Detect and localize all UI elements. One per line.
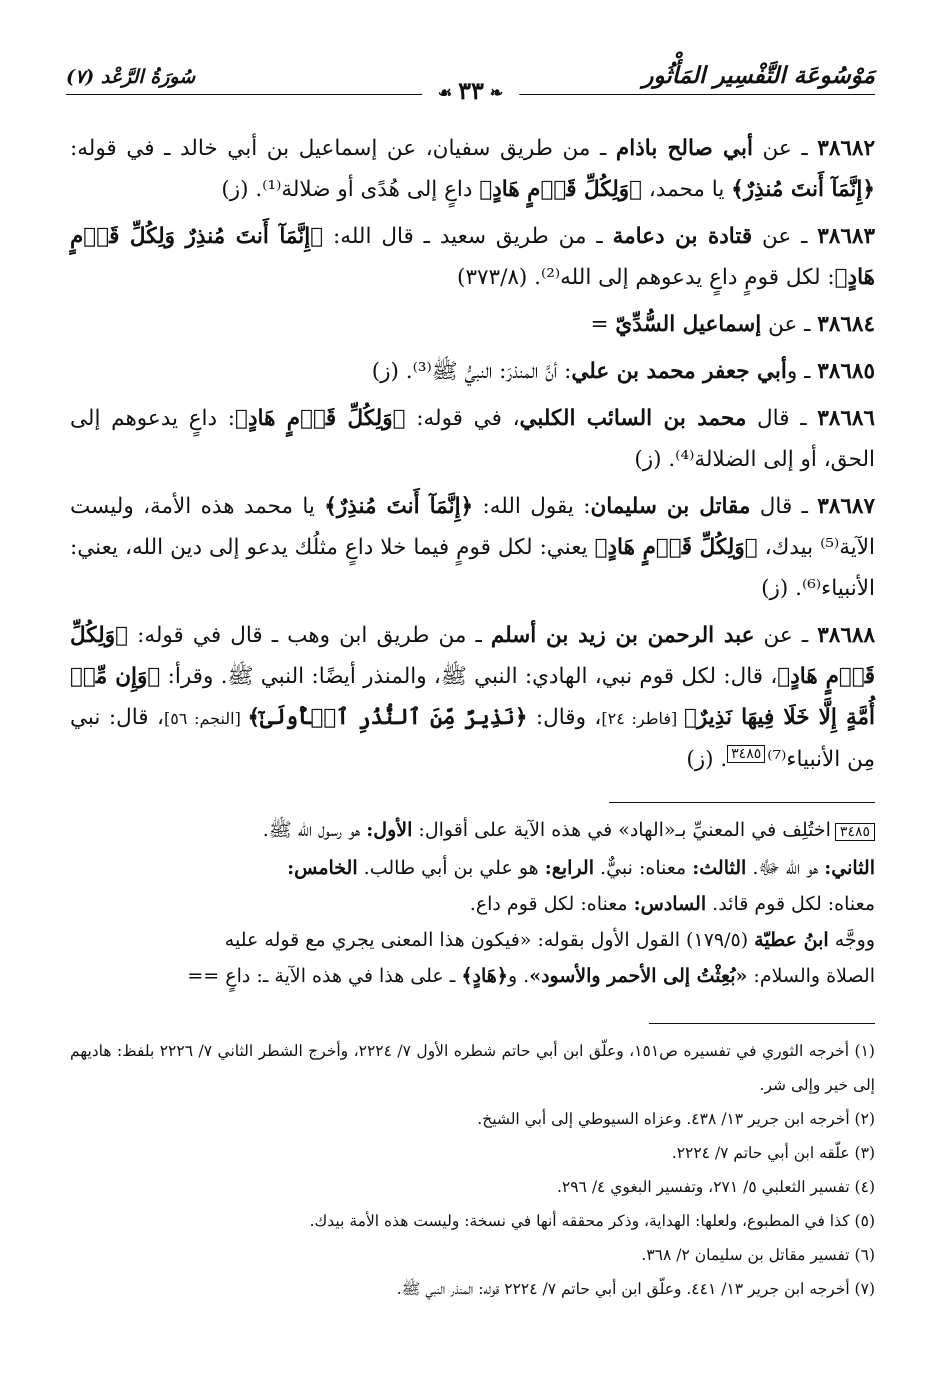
text: . و [507, 965, 530, 987]
commentary-line [70, 922, 875, 958]
hadith-quote: «بُعِثْتُ إلى الأحمر والأسود» [529, 965, 748, 987]
text: معناه: نبيٌّ. [593, 857, 693, 879]
page-number-block [422, 76, 520, 105]
text: هو رسول الله ﷺ. [262, 819, 367, 841]
commentary-note [70, 812, 875, 994]
surah-reference: [النجم: ٥٦] [163, 709, 248, 728]
ayah: ﴿وَإِن مِّنۡ أُمَّةٍ إِلَّا خَلَا فِيهَا نَذِيرٌ﴾ [70, 664, 875, 730]
entry-number: ٣٨٦٨٤ [817, 312, 875, 337]
opinion-label: السادس: [633, 893, 707, 915]
text: : أنَّ المنذرَ: النبيُّ ﷺ [431, 359, 572, 384]
text: ـ من طريق ابن وهب ـ قال في قوله: [128, 623, 491, 648]
text: . (ز) [221, 177, 263, 202]
entry-number: ٣٨٦٨٧ [817, 494, 875, 519]
ayah: ﴿وَلِكُلِّ قَوۡمٍ هَادٍ﴾ [479, 177, 643, 202]
text: يا محمد، [642, 177, 732, 202]
surah-name: سُورَةُ الرَّعْد (٧) [66, 66, 205, 88]
text: ـ و [786, 359, 818, 384]
opinion-label: الأول: [366, 819, 413, 841]
entry [70, 486, 875, 609]
text: . (ز) [761, 576, 802, 601]
text: ـ من طريق سعيد ـ قال الله: [323, 224, 613, 249]
book-title: مَوْسُوعَة التَّفْسِير المَأْثُور [632, 62, 875, 89]
text: ، في قوله: [405, 406, 520, 431]
entry [70, 128, 875, 210]
text: : داعٍ يدعوهم إلى الحق، أو إلى الضلالة [70, 406, 875, 472]
narrator-name: قتادة بن دعامة [612, 224, 753, 249]
ayah: ﴿إِنَّمَآ أَنتَ مُنذِرٌ﴾ [324, 494, 474, 519]
commentary-separator [609, 802, 875, 803]
text: ـ على هذا في هذه الآية ـ: داعٍ == [187, 965, 462, 987]
text: هو علي بن أبي طالب. [357, 857, 545, 879]
narrator-name: محمد بن السائب الكلبي [519, 406, 747, 431]
text: يعني: لكل قومٍ فيما خلا داعٍ مثلُك يدعو إلى دين الله، يعني: الأنبياء [70, 535, 875, 601]
text: . (٣٧٣/٨) [457, 265, 541, 290]
scholar-name: ابنُ عطيّة [754, 929, 829, 951]
opinion-label: الثاني: [824, 857, 875, 879]
ayah: ﴿وَلِكُلِّ قَوۡمٍ هَادٍ﴾ [235, 406, 406, 431]
footnote: (٧) أخرجه ابن جرير ١٣/ ٤٤١. وعلّق ابن أبي حاتم ٧/ ٢٢٢٤ قوله: المنذر النبي ﷺ. [396, 1280, 875, 1298]
text: . (ز) [686, 747, 728, 772]
text: داعٍ إلى هُدًى أو ضلالة [281, 177, 480, 202]
narrator-name: أبي صالح باذام [615, 136, 753, 161]
footnote: (٣) علّقه ابن أبي حاتم ٧/ ٢٢٢٤. [671, 1144, 875, 1162]
commentary-number-box: ٣٤٨٥ [835, 823, 875, 841]
text: يا محمد هذه الأمة، وليست الآية [70, 494, 875, 560]
text: الصلاة والسلام: [747, 965, 875, 987]
text: معناه: لكل قوم داع. [469, 893, 634, 915]
surah-reference: [فاطر: ٢٤] [601, 709, 684, 728]
ayah: ﴿إِنَّمَآ أَنتَ مُنذِرٌ﴾ [731, 177, 875, 202]
footnote: (١) أخرجه الثوري في تفسيره ص١٥١، وعلّق ابن أبي حاتم شطره الأول ٧/ ٢٢٢٤، وأخرج الشطر الثاني ٧/ ٢٢٢٦ بلفظ: هاديهم إلى خير وإلى شر. [70, 1042, 875, 1094]
ornament-icon: ☙ [437, 83, 453, 102]
commentary-line [70, 958, 875, 994]
text: ـ عن [754, 623, 818, 648]
footnote: (٤) تفسير الثعلبي ٥/ ٢٧١، وتفسير البغوي ٤/ ٢٩٦. [556, 1178, 875, 1196]
commentary-line [70, 850, 875, 886]
narrator-name: مقاتل بن سليمان [590, 494, 751, 519]
footnotes [70, 1034, 875, 1306]
footnote-ref[interactable]: ⁽¹⁾ [262, 177, 282, 202]
commentary-line [70, 886, 875, 922]
entry [70, 351, 875, 392]
entry [70, 216, 875, 298]
footnote: (٦) تفسير مقاتل بن سليمان ٢/ ٣٦٨. [641, 1246, 875, 1264]
entry-number: ٣٨٦٨٢ [817, 136, 876, 161]
text: ـ عن [752, 136, 818, 161]
text: . (ز) [371, 359, 413, 384]
text: ، قال: نبي مِن الأنبياء [70, 705, 875, 772]
text: معناه: لكل قوم قائد. [706, 893, 875, 915]
page-number: ٣٣ [458, 76, 484, 105]
footnotes-separator [649, 1023, 875, 1024]
commentary-line [70, 812, 875, 850]
opinion-label: الخامس: [287, 857, 358, 879]
text: اختُلِف في المعنيِّ بـ«الهاد» في هذه الآية على أقوال: [412, 819, 831, 841]
entry-number: ٣٨٦٨٣ [817, 224, 875, 249]
text: ووجَّه [828, 929, 875, 951]
text: هو الله ﷻ. [746, 857, 825, 879]
commentary-ref-box[interactable]: ٣٤٨٥ [727, 745, 765, 763]
entry [70, 304, 875, 345]
entry [70, 398, 875, 480]
text: بيدك، [757, 535, 821, 560]
text: ـ قال [746, 406, 818, 431]
opinion-label: الثالث: [692, 857, 747, 879]
text: (١٧٩/٥) القول الأول بقوله: «فيكون هذا المعنى يجري مع قوله عليه [224, 929, 755, 951]
text: ، قال: لكل قوم نبي، الهادي: النبي ﷺ، والمنذر أيضًا: النبي ﷺ. وقرأ: [160, 664, 778, 689]
footnote-ref[interactable]: ⁽²⁾ [540, 265, 561, 290]
footnote-ref[interactable]: ⁽⁷⁾ [767, 747, 787, 772]
entry [70, 615, 875, 780]
ornament-icon: ❧ [489, 83, 504, 102]
ayah: ﴿وَلِكُلِّ قَوۡمٍ هَادٍ﴾ [594, 535, 758, 560]
text: ، وقال: [527, 705, 602, 730]
footnote-ref[interactable]: ⁽⁶⁾ [801, 576, 822, 601]
ayah: ﴿هَادٍ﴾ [461, 965, 508, 987]
text: ـ عن [752, 224, 818, 249]
text: . (ز) [634, 447, 676, 472]
footnote: (٢) أخرجه ابن جرير ١٣/ ٤٣٨. وعزاه السيوطي إلى أبي الشيخ. [477, 1110, 875, 1128]
narrator-name: أبي جعفر محمد بن علي [571, 359, 787, 384]
ayah: ﴿إِنَّمَآ أَنتَ مُنذِرٌ وَلِكُلِّ قَوۡمٍ هَادٍ﴾ [70, 224, 875, 290]
footnote-ref[interactable]: ⁽³⁾ [412, 359, 432, 384]
text: ـ من طريق سفيان، عن إسماعيل بن أبي خالد ـ في قوله: [70, 136, 616, 161]
main-text [70, 128, 875, 786]
text: ـ قال [750, 494, 818, 519]
entry-number: ٣٨٦٨٥ [817, 359, 875, 384]
opinion-label: الرابع: [544, 857, 594, 879]
text: : لكل قومٍ داعٍ يدعوهم إلى الله [560, 265, 835, 290]
narrator-name: إسماعيل السُّدِّيّ [615, 312, 762, 337]
entry-number: ٣٨٦٨٨ [817, 623, 875, 648]
entry-number: ٣٨٦٨٦ [817, 406, 875, 431]
text: ـ عن [761, 312, 818, 337]
text: = [590, 312, 616, 337]
text: : يقول الله: [473, 494, 591, 519]
narrator-name: عبد الرحمن بن زيد بن أسلم [490, 623, 755, 648]
footnote-ref[interactable]: ⁽⁵⁾ [820, 535, 840, 560]
page-header [66, 58, 875, 108]
ayah: ﴿وَلِكُلِّ قَوۡمٍ هَادٍ﴾ [70, 623, 875, 689]
footnote: (٥) كذا في المطبوع، ولعلها: الهداية، وذكر محققه أنها في نسخة: وليست هذه الأمة بيدك. [309, 1212, 875, 1230]
footnote-ref[interactable]: ⁽⁴⁾ [675, 447, 695, 472]
ayah: ﴿نَذِيرٌ مِّنَ ٱلنُّذُرِ ٱلۡأُولَىٰٓ﴾ [247, 705, 528, 730]
